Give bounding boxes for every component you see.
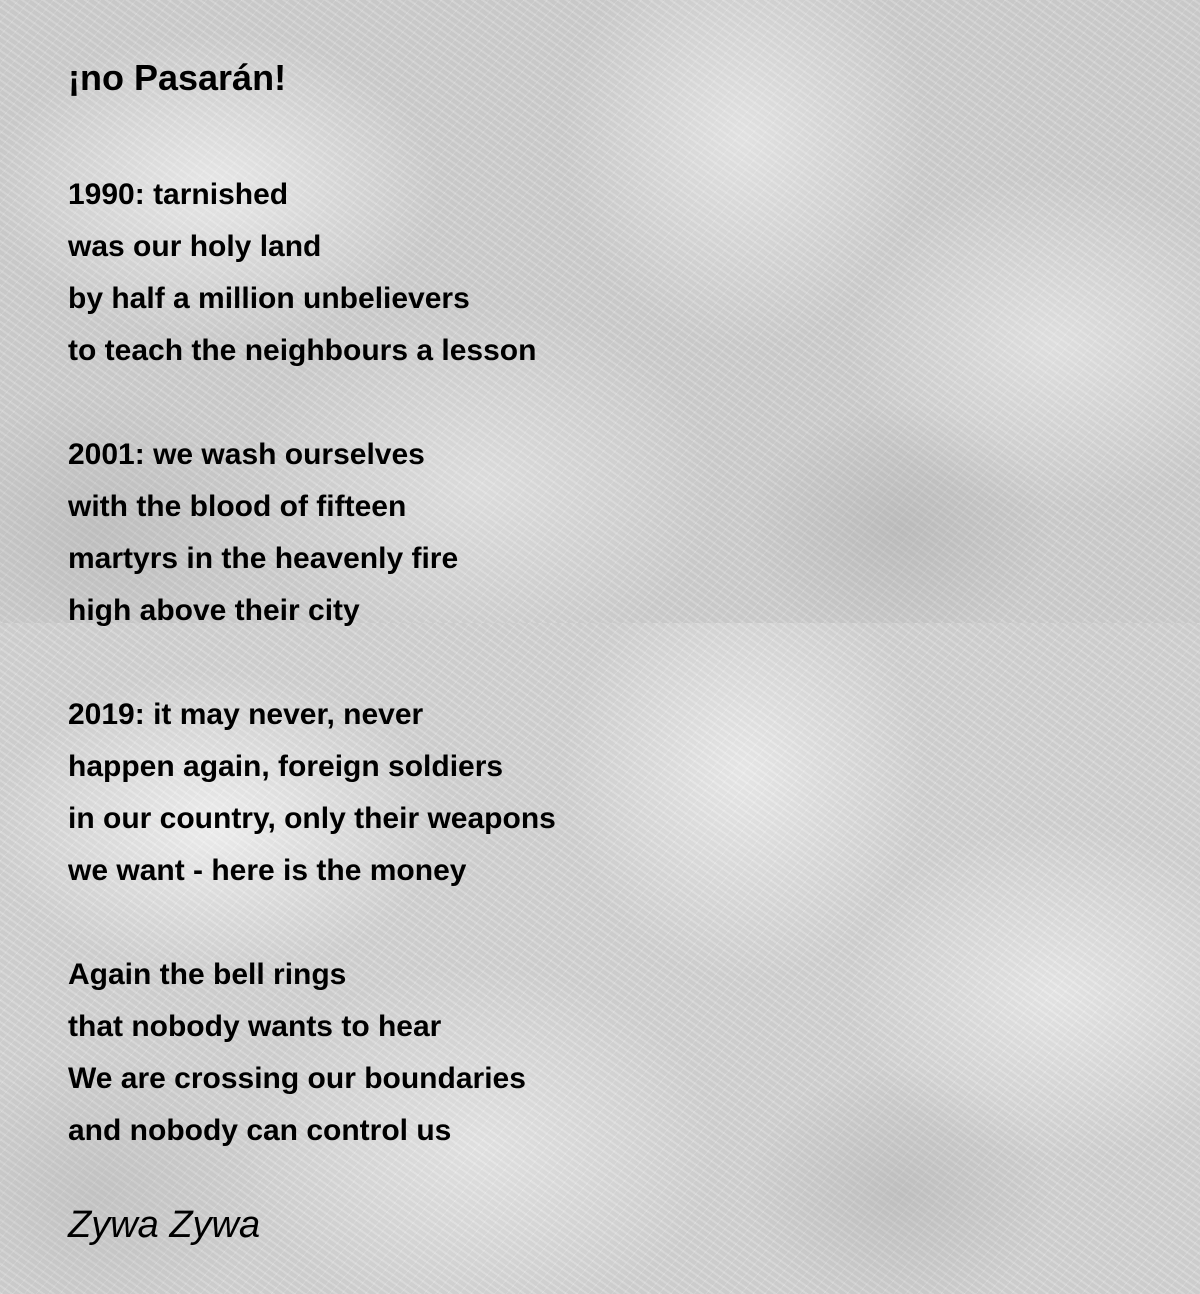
poem-line: 2001: we wash ourselves xyxy=(68,438,425,471)
poem-line: happen again, foreign soldiers xyxy=(68,750,504,783)
poem-line: martyrs in the heavenly fire xyxy=(68,542,459,575)
poem-line: was our holy land xyxy=(68,230,322,263)
poem-line: high above their city xyxy=(68,594,360,627)
poem-line: 1990: tarnished xyxy=(68,178,289,211)
poem-author: Zywa Zywa xyxy=(68,1204,261,1246)
poem-line: Again the bell rings xyxy=(68,958,347,991)
poem-container xyxy=(68,52,1148,1251)
poem-line: and nobody can control us xyxy=(68,1114,452,1147)
stanza-1 xyxy=(68,169,1148,377)
stanza-3 xyxy=(68,689,1148,897)
stanza-4 xyxy=(68,949,1148,1157)
poem-line: in our country, only their weapons xyxy=(68,802,556,835)
poem-line: 2019: it may never, never xyxy=(68,698,424,731)
poem-line: that nobody wants to hear xyxy=(68,1010,442,1043)
poem-line: We are crossing our boundaries xyxy=(68,1062,526,1095)
poem-line: we want - here is the money xyxy=(68,854,467,887)
poem-line: by half a million unbelievers xyxy=(68,282,470,315)
poem-line: to teach the neighbours a lesson xyxy=(68,334,537,367)
poem-line: with the blood of fifteen xyxy=(68,490,407,523)
poem-title: ¡no Pasarán! xyxy=(68,57,287,98)
stanza-2 xyxy=(68,429,1148,637)
